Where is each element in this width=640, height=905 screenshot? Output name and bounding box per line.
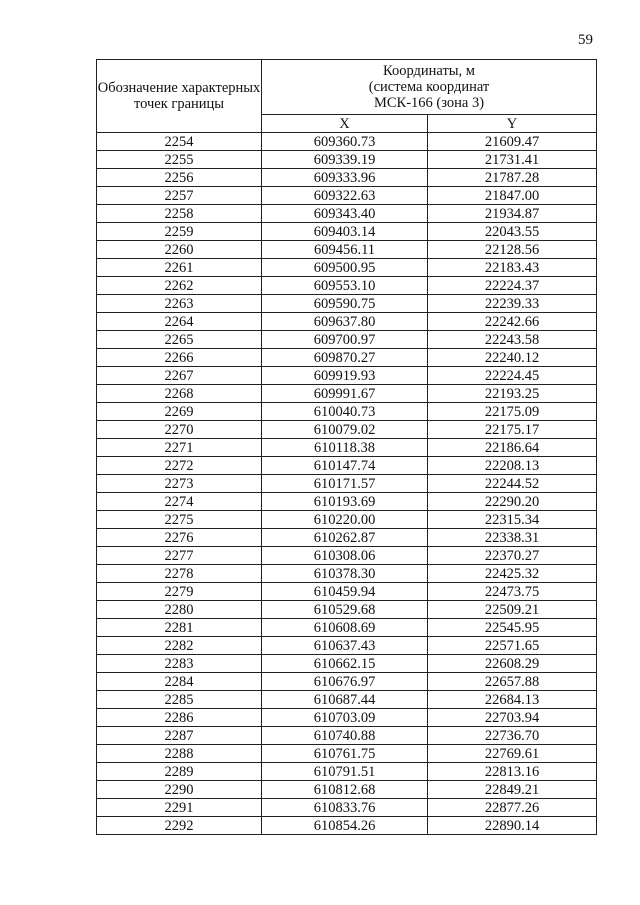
x-coordinate-cell: 610040.73: [262, 403, 428, 421]
table-row: [97, 511, 597, 529]
point-id-cell: 2263: [97, 295, 262, 313]
y-coordinate-cell: 22890.14: [428, 817, 597, 835]
x-coordinate-cell: 610687.44: [262, 691, 428, 709]
table-row: [97, 151, 597, 169]
y-coordinate-cell: 22242.66: [428, 313, 597, 331]
table-row: [97, 313, 597, 331]
y-coordinate-cell: 22193.25: [428, 385, 597, 403]
point-id-cell: 2284: [97, 673, 262, 691]
x-coordinate-cell: 609339.19: [262, 151, 428, 169]
x-coordinate-cell: 610378.30: [262, 565, 428, 583]
point-id-cell: 2265: [97, 331, 262, 349]
y-coordinate-cell: 22208.13: [428, 457, 597, 475]
point-id-cell: 2274: [97, 493, 262, 511]
table-row: [97, 349, 597, 367]
header-coordinates-line2: (система координат: [368, 79, 490, 95]
y-coordinate-cell: 21731.41: [428, 151, 597, 169]
y-coordinate-cell: 22315.34: [428, 511, 597, 529]
table-row: [97, 547, 597, 565]
table-row: [97, 457, 597, 475]
table-row: [97, 133, 597, 151]
table-row: [97, 637, 597, 655]
table-row: [97, 493, 597, 511]
y-coordinate-cell: 22877.26: [428, 799, 597, 817]
y-coordinate-cell: 22736.70: [428, 727, 597, 745]
x-coordinate-cell: 610079.02: [262, 421, 428, 439]
point-id-cell: 2266: [97, 349, 262, 367]
point-id-cell: 2291: [97, 799, 262, 817]
header-point-designation: Обозначение характерных точек границы: [97, 60, 262, 133]
y-coordinate-cell: 22608.29: [428, 655, 597, 673]
point-id-cell: 2292: [97, 817, 262, 835]
header-coordinates-line3: МСК-166 (зона 3): [373, 95, 485, 111]
point-id-cell: 2273: [97, 475, 262, 493]
point-id-cell: 2256: [97, 169, 262, 187]
x-coordinate-cell: 609322.63: [262, 187, 428, 205]
x-coordinate-cell: 610147.74: [262, 457, 428, 475]
x-coordinate-cell: 609637.80: [262, 313, 428, 331]
point-id-cell: 2254: [97, 133, 262, 151]
x-coordinate-cell: 609343.40: [262, 205, 428, 223]
table-row: [97, 565, 597, 583]
point-id-cell: 2269: [97, 403, 262, 421]
point-id-cell: 2282: [97, 637, 262, 655]
y-coordinate-cell: 22657.88: [428, 673, 597, 691]
point-id-cell: 2271: [97, 439, 262, 457]
x-coordinate-cell: 610171.57: [262, 475, 428, 493]
point-id-cell: 2285: [97, 691, 262, 709]
y-coordinate-cell: 22703.94: [428, 709, 597, 727]
x-coordinate-cell: 610833.76: [262, 799, 428, 817]
point-id-cell: 2272: [97, 457, 262, 475]
y-coordinate-cell: 22338.31: [428, 529, 597, 547]
y-coordinate-cell: 21787.28: [428, 169, 597, 187]
x-coordinate-cell: 610308.06: [262, 547, 428, 565]
y-coordinate-cell: 22128.56: [428, 241, 597, 259]
table-row: [97, 403, 597, 421]
y-coordinate-cell: 22175.17: [428, 421, 597, 439]
x-coordinate-cell: 610262.87: [262, 529, 428, 547]
header-y: Y: [428, 115, 597, 133]
table-row: [97, 187, 597, 205]
y-coordinate-cell: 22849.21: [428, 781, 597, 799]
point-id-cell: 2283: [97, 655, 262, 673]
table-row: [97, 655, 597, 673]
x-coordinate-cell: 609991.67: [262, 385, 428, 403]
table-row: [97, 817, 597, 835]
boundary-coordinates-table: [96, 59, 597, 835]
x-coordinate-cell: 610220.00: [262, 511, 428, 529]
x-coordinate-cell: 609500.95: [262, 259, 428, 277]
table-row: [97, 475, 597, 493]
table-row: [97, 799, 597, 817]
point-id-cell: 2280: [97, 601, 262, 619]
x-coordinate-cell: 609700.97: [262, 331, 428, 349]
point-id-cell: 2275: [97, 511, 262, 529]
y-coordinate-cell: 22769.61: [428, 745, 597, 763]
y-coordinate-cell: 22425.32: [428, 565, 597, 583]
y-coordinate-cell: 22186.64: [428, 439, 597, 457]
y-coordinate-cell: 22509.21: [428, 601, 597, 619]
x-coordinate-cell: 610761.75: [262, 745, 428, 763]
point-id-cell: 2264: [97, 313, 262, 331]
point-id-cell: 2277: [97, 547, 262, 565]
table-row: [97, 367, 597, 385]
y-coordinate-cell: 22239.33: [428, 295, 597, 313]
x-coordinate-cell: 609553.10: [262, 277, 428, 295]
point-id-cell: 2260: [97, 241, 262, 259]
y-coordinate-cell: 21847.00: [428, 187, 597, 205]
table-row: [97, 619, 597, 637]
y-coordinate-cell: 22571.65: [428, 637, 597, 655]
table-row: [97, 331, 597, 349]
x-coordinate-cell: 610637.43: [262, 637, 428, 655]
x-coordinate-cell: 609403.14: [262, 223, 428, 241]
table-row: [97, 439, 597, 457]
y-coordinate-cell: 22813.16: [428, 763, 597, 781]
point-id-cell: 2288: [97, 745, 262, 763]
table-row: [97, 295, 597, 313]
point-id-cell: 2257: [97, 187, 262, 205]
table-row: [97, 601, 597, 619]
y-coordinate-cell: 22183.43: [428, 259, 597, 277]
table-row: [97, 385, 597, 403]
point-id-cell: 2259: [97, 223, 262, 241]
table-row: [97, 205, 597, 223]
x-coordinate-cell: 610854.26: [262, 817, 428, 835]
x-coordinate-cell: 610676.97: [262, 673, 428, 691]
table-row: [97, 421, 597, 439]
y-coordinate-cell: 22224.37: [428, 277, 597, 295]
table-row: [97, 745, 597, 763]
x-coordinate-cell: 609333.96: [262, 169, 428, 187]
table-row: [97, 763, 597, 781]
point-id-cell: 2255: [97, 151, 262, 169]
table-row: [97, 673, 597, 691]
y-coordinate-cell: 22545.95: [428, 619, 597, 637]
y-coordinate-cell: 22240.12: [428, 349, 597, 367]
x-coordinate-cell: 609870.27: [262, 349, 428, 367]
point-id-cell: 2289: [97, 763, 262, 781]
header-x: X: [262, 115, 428, 133]
point-id-cell: 2258: [97, 205, 262, 223]
point-id-cell: 2287: [97, 727, 262, 745]
y-coordinate-cell: 22370.27: [428, 547, 597, 565]
y-coordinate-cell: 22473.75: [428, 583, 597, 601]
x-coordinate-cell: 610608.69: [262, 619, 428, 637]
x-coordinate-cell: 609590.75: [262, 295, 428, 313]
point-id-cell: 2262: [97, 277, 262, 295]
table-row: [97, 241, 597, 259]
x-coordinate-cell: 609456.11: [262, 241, 428, 259]
table-row: [97, 691, 597, 709]
point-id-cell: 2267: [97, 367, 262, 385]
table-row: [97, 259, 597, 277]
point-id-cell: 2278: [97, 565, 262, 583]
x-coordinate-cell: 610812.68: [262, 781, 428, 799]
x-coordinate-cell: 610529.68: [262, 601, 428, 619]
table-row: [97, 709, 597, 727]
y-coordinate-cell: 21609.47: [428, 133, 597, 151]
table-row: [97, 169, 597, 187]
point-id-cell: 2286: [97, 709, 262, 727]
y-coordinate-cell: 22043.55: [428, 223, 597, 241]
point-id-cell: 2279: [97, 583, 262, 601]
table-row: [97, 583, 597, 601]
y-coordinate-cell: 22684.13: [428, 691, 597, 709]
page-number: 59: [578, 32, 593, 48]
table-row: [97, 277, 597, 295]
x-coordinate-cell: 610118.38: [262, 439, 428, 457]
point-id-cell: 2281: [97, 619, 262, 637]
table-row: [97, 727, 597, 745]
point-id-cell: 2276: [97, 529, 262, 547]
y-coordinate-cell: 21934.87: [428, 205, 597, 223]
point-id-cell: 2268: [97, 385, 262, 403]
table-row: [97, 529, 597, 547]
x-coordinate-cell: 610791.51: [262, 763, 428, 781]
y-coordinate-cell: 22175.09: [428, 403, 597, 421]
point-id-cell: 2261: [97, 259, 262, 277]
point-id-cell: 2290: [97, 781, 262, 799]
table-row: [97, 223, 597, 241]
x-coordinate-cell: 610703.09: [262, 709, 428, 727]
point-id-cell: 2270: [97, 421, 262, 439]
header-coordinates: [262, 60, 597, 115]
x-coordinate-cell: 609919.93: [262, 367, 428, 385]
x-coordinate-cell: 610662.15: [262, 655, 428, 673]
y-coordinate-cell: 22224.45: [428, 367, 597, 385]
x-coordinate-cell: 610740.88: [262, 727, 428, 745]
header-coordinates-line1: Координаты, м: [383, 63, 475, 79]
y-coordinate-cell: 22243.58: [428, 331, 597, 349]
table-row: [97, 781, 597, 799]
y-coordinate-cell: 22244.52: [428, 475, 597, 493]
x-coordinate-cell: 609360.73: [262, 133, 428, 151]
x-coordinate-cell: 610459.94: [262, 583, 428, 601]
x-coordinate-cell: 610193.69: [262, 493, 428, 511]
y-coordinate-cell: 22290.20: [428, 493, 597, 511]
